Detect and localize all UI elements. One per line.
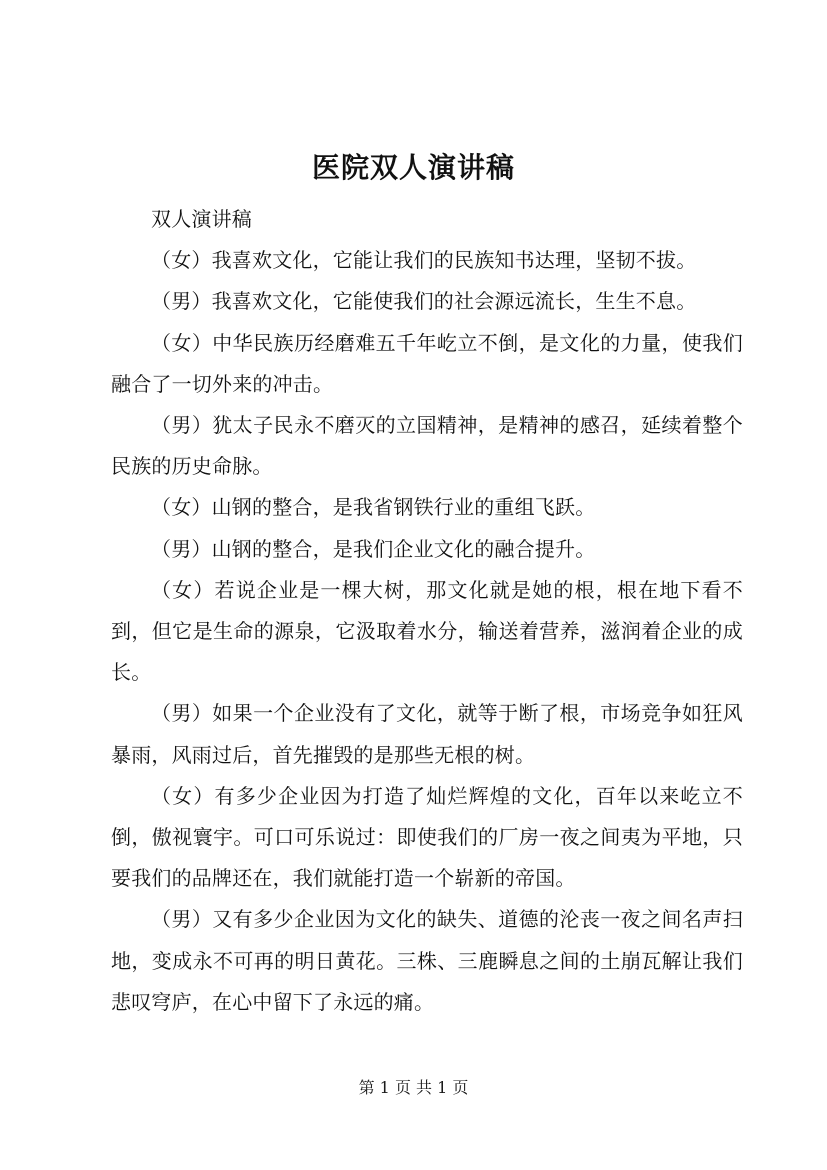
paragraph: （女）山钢的整合，是我省钢铁行业的重组飞跃。 [151,495,596,520]
paragraph: （男）又有多少企业因为文化的缺失、道德的沦丧一夜之间名声扫地，变成永不可再的明日黄花。三株、三鹿瞬息之间的土崩瓦解让我们悲叹穹庐，在心中留下了永远的痛。 [111,907,743,1014]
paragraph: （女）若说企业是一棵大树，那文化就是她的根，根在地下看不到，但它是生命的源泉，它汲取着水分，输送着营养，滋润着企业的成长。 [111,577,743,685]
paragraph: （女）中华民族历经磨难五千年屹立不倒，是文化的力量，使我们融合了一切外来的冲击。 [111,330,743,396]
document-title: 医院双人演讲稿 [311,151,515,184]
paragraph: （男）如果一个企业没有了文化，就等于断了根，市场竞争如狂风暴雨，风雨过后，首先摧毁的是那些无根的树。 [111,701,743,767]
paragraph: （女）有多少企业因为打造了灿烂辉煌的文化，百年以来屹立不倒，傲视寰宇。可口可乐说过：即使我们的厂房一夜之间夷为平地，只要我们的品牌还在，我们就能打造一个崭新的帝国。 [111,783,743,891]
paragraph: （男）犹太子民永不磨灭的立国精神，是精神的感召，延续着整个民族的历史命脉。 [111,413,743,479]
paragraph: 双人演讲稿 [151,207,252,231]
page-footer: 第 1 页 共 1 页 [358,1078,469,1097]
paragraph: （女）我喜欢文化，它能让我们的民族知书达理，坚韧不拔。 [151,248,697,273]
document-body [111,199,743,1023]
paragraph: （男）我喜欢文化，它能使我们的社会源远流长，生生不息。 [151,289,697,314]
paragraph: （男）山钢的整合，是我们企业文化的融合提升。 [151,536,596,561]
